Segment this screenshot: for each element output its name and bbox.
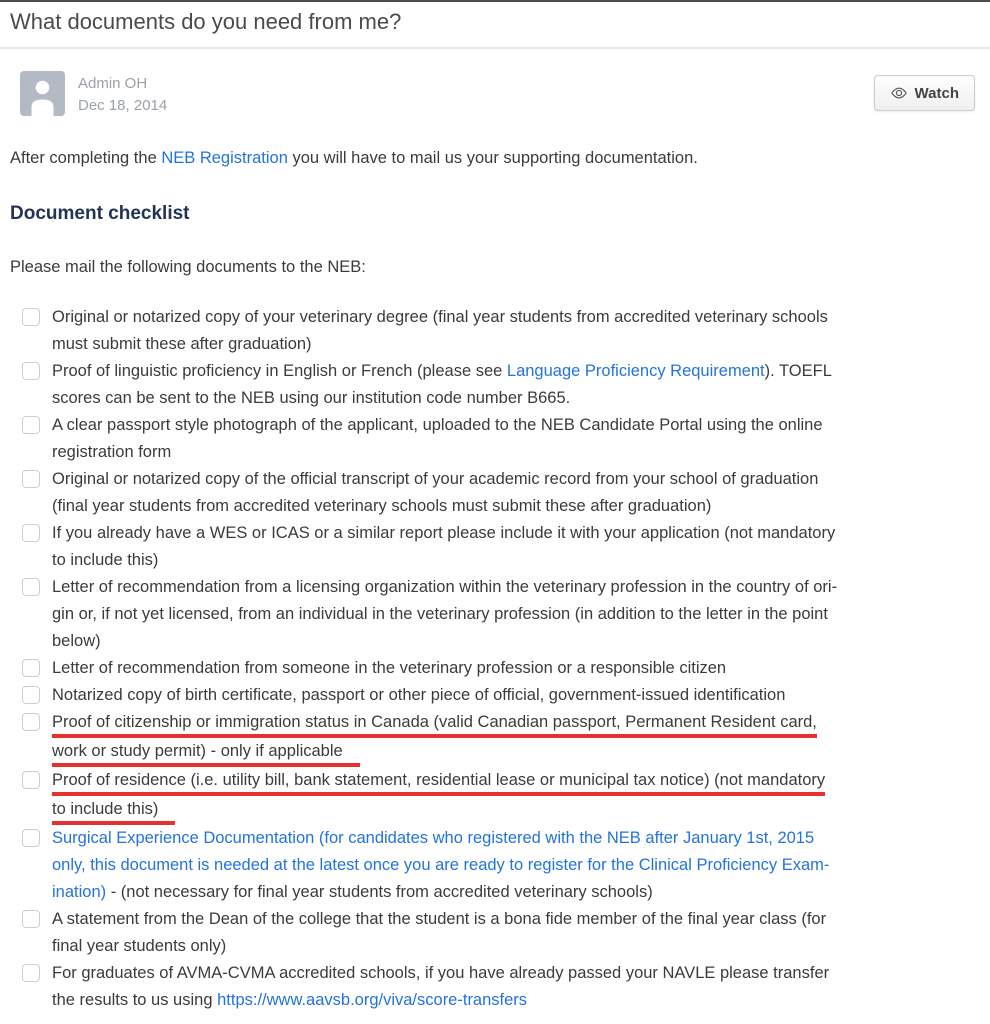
inline-link[interactable]: ination) bbox=[52, 883, 107, 901]
intro-paragraph bbox=[10, 145, 980, 172]
checklist-item-line bbox=[52, 439, 980, 466]
checklist-item-line bbox=[52, 738, 980, 767]
avatar bbox=[20, 71, 65, 116]
inline-link[interactable]: NEB Registration bbox=[161, 149, 288, 167]
text-segment: Letter of recommendation from someone in the veterinary profession or a responsible citizen bbox=[52, 659, 727, 677]
checklist-item-line bbox=[52, 331, 980, 358]
inline-link[interactable]: Language Proficiency Requirement bbox=[506, 362, 765, 380]
watch-button-label: Watch bbox=[914, 84, 959, 102]
checklist-item-line bbox=[52, 709, 980, 738]
checklist-item-line bbox=[52, 358, 980, 385]
checklist-item-line bbox=[52, 767, 980, 796]
eye-icon bbox=[890, 84, 908, 102]
text-segment: A clear passport style photograph of the applicant, uploaded to the NEB Candidate Portal using the online bbox=[52, 416, 823, 434]
text-segment: Letter of recommendation from a licensing organization within the veterinary profession in the country of ori- bbox=[52, 578, 838, 596]
text-segment: (final year students from accredited veterinary schools must submit these after graduation) bbox=[52, 497, 712, 515]
post-meta-row bbox=[0, 49, 990, 117]
checklist-item bbox=[22, 825, 980, 906]
checklist-item bbox=[22, 767, 980, 825]
checklist-item-line bbox=[52, 655, 980, 682]
text-segment: scores can be sent to the NEB using our institution code number B665. bbox=[52, 389, 571, 407]
checklist-item-line bbox=[52, 574, 980, 601]
text-segment: Notarized copy of birth certificate, passport or other piece of official, government-issued identification bbox=[52, 686, 786, 704]
text-segment: below) bbox=[52, 632, 101, 650]
page-title: What documents do you need from me? bbox=[0, 2, 990, 49]
article-body bbox=[0, 145, 990, 1014]
checkbox[interactable] bbox=[22, 659, 40, 677]
checklist-item-line bbox=[52, 493, 980, 520]
checklist-item-line bbox=[52, 601, 980, 628]
red-underlined-text: Proof of citizenship or immigration status in Canada (valid Canadian passport, Permanent Resident card, bbox=[52, 711, 817, 738]
red-underlined-text: to include this) bbox=[52, 798, 175, 825]
checkbox[interactable] bbox=[22, 964, 40, 982]
checkbox[interactable] bbox=[22, 829, 40, 847]
checklist-item-line bbox=[52, 825, 980, 852]
checklist-item bbox=[22, 655, 980, 682]
inline-link[interactable]: only, this document is needed at the latest once you are ready to register for the Clinical Proficiency Exam- bbox=[52, 856, 830, 874]
checkbox[interactable] bbox=[22, 771, 40, 789]
checklist-item bbox=[22, 358, 980, 412]
text-segment: - (not necessary for final year students from accredited veterinary schools) bbox=[106, 883, 653, 901]
inline-link[interactable]: Surgical Experience Documentation (for candidates who registered with the NEB after January 1st, 2015 bbox=[52, 829, 815, 847]
checklist-item bbox=[22, 466, 980, 520]
inline-link[interactable]: https://www.aavsb.org/viva/score-transfers bbox=[217, 991, 528, 1009]
checklist-item bbox=[22, 960, 980, 1014]
lead-paragraph: Please mail the following documents to the NEB: bbox=[10, 258, 366, 276]
red-underlined-text: Proof of residence (i.e. utility bill, bank statement, residential lease or municipal tax notice) (not mandatory bbox=[52, 769, 825, 796]
checklist-item-line bbox=[52, 796, 980, 825]
checklist-item-line bbox=[52, 960, 980, 987]
checklist-item bbox=[22, 709, 980, 767]
person-icon bbox=[20, 71, 65, 116]
checklist-item bbox=[22, 304, 980, 358]
post-date: Dec 18, 2014 bbox=[78, 97, 168, 114]
checklist-item bbox=[22, 412, 980, 466]
checkbox[interactable] bbox=[22, 362, 40, 380]
checklist-item bbox=[22, 682, 980, 709]
checklist-item bbox=[22, 574, 980, 655]
checklist-item-line bbox=[52, 628, 980, 655]
text-segment: the results to us using bbox=[52, 991, 218, 1009]
checklist-item-line bbox=[52, 879, 980, 906]
checklist-item-line bbox=[52, 906, 980, 933]
text-segment: Proof of linguistic proficiency in English or French (please see bbox=[52, 362, 507, 380]
checklist-item-line bbox=[52, 412, 980, 439]
document-checklist bbox=[10, 304, 980, 1014]
text-segment: gin or, if not yet licensed, from an individual in the veterinary profession (in addition to the letter in the point bbox=[52, 605, 828, 623]
text-segment: to include this) bbox=[52, 551, 159, 569]
checkbox[interactable] bbox=[22, 308, 40, 326]
checkbox[interactable] bbox=[22, 686, 40, 704]
text-segment: you will have to mail us your supporting documentation. bbox=[287, 149, 698, 167]
text-segment: Original or notarized copy of your veterinary degree (final year students from accredited veterinary schools bbox=[52, 308, 828, 326]
text-segment: final year students only) bbox=[52, 937, 227, 955]
text-segment: registration form bbox=[52, 443, 172, 461]
checklist-item-line bbox=[52, 466, 980, 493]
section-heading: Document checklist bbox=[10, 203, 190, 224]
text-segment: For graduates of AVMA-CVMA accredited schools, if you have already passed your NAVLE please transfer bbox=[52, 964, 830, 982]
checklist-item bbox=[22, 906, 980, 960]
page-header bbox=[0, 2, 990, 49]
text-segment: After completing the bbox=[10, 149, 162, 167]
checklist-item-line bbox=[52, 852, 980, 879]
text-segment: Original or notarized copy of the official transcript of your academic record from your school of graduation bbox=[52, 470, 819, 488]
checkbox[interactable] bbox=[22, 910, 40, 928]
checkbox[interactable] bbox=[22, 416, 40, 434]
checklist-item-line bbox=[52, 520, 980, 547]
text-segment: ). TOEFL bbox=[764, 362, 832, 380]
checkbox[interactable] bbox=[22, 578, 40, 596]
checklist-item-line bbox=[52, 547, 980, 574]
post-meta bbox=[78, 71, 167, 117]
checklist-item bbox=[22, 520, 980, 574]
checklist-item-line bbox=[52, 682, 980, 709]
author-name: Admin OH bbox=[78, 75, 148, 92]
watch-button[interactable] bbox=[874, 75, 975, 111]
text-segment: must submit these after graduation) bbox=[52, 335, 312, 353]
checklist-item-line bbox=[52, 304, 980, 331]
checklist-item-line bbox=[52, 987, 980, 1014]
checkbox[interactable] bbox=[22, 524, 40, 542]
text-segment: A statement from the Dean of the college that the student is a bona fide member of the final year class (for bbox=[52, 910, 827, 928]
checkbox[interactable] bbox=[22, 713, 40, 731]
checklist-item-line bbox=[52, 933, 980, 960]
checklist-item-line bbox=[52, 385, 980, 412]
checkbox[interactable] bbox=[22, 470, 40, 488]
red-underlined-text: work or study permit) - only if applicable bbox=[52, 740, 360, 767]
text-segment: If you already have a WES or ICAS or a similar report please include it with your application (not mandatory bbox=[52, 524, 836, 542]
